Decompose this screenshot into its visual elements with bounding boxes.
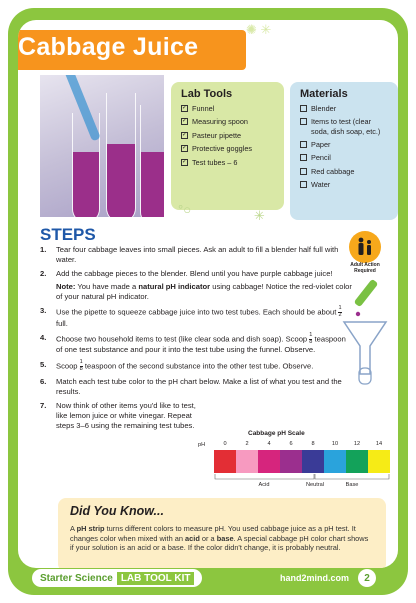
ph-category-row xyxy=(214,482,390,490)
step-3: 3. Use the pipette to squeeze cabbage juice into two test tubes. Each should be about $\frac{1}{2}$ full. xyxy=(40,304,342,328)
ph-tick-label: 10 xyxy=(331,441,339,447)
ph-tick-row xyxy=(214,441,390,449)
lab-tools-heading: Lab Tools xyxy=(181,88,233,100)
materials-heading: Materials xyxy=(300,88,348,100)
step-4: 4. Choose two household items to test (like clear soda and dish soap). Scoop $\frac{1}{8}$ teaspoon of one test substance and pour it into the test tube using the funnel. Observe. xyxy=(40,331,346,355)
material-item: Red cabbage xyxy=(300,167,390,176)
material-item: Pencil xyxy=(300,153,390,162)
ph-color-segment xyxy=(214,450,236,473)
material-item: Water xyxy=(300,180,390,189)
step-5: 5. Scoop $\frac{1}{8}$ teaspoon of the second substance into the other test tube. Observe. xyxy=(40,358,314,372)
did-you-know-heading: Did You Know... xyxy=(70,504,164,518)
ph-category-label: Neutral xyxy=(305,482,325,488)
ph-color-segment xyxy=(346,450,368,473)
checked-box-icon: ✓ xyxy=(182,105,188,111)
ph-color-segment xyxy=(368,450,390,473)
test-tube-image xyxy=(106,93,136,217)
material-item: Paper xyxy=(300,140,390,149)
ph-category-label: Acid xyxy=(258,482,270,488)
ph-color-segment xyxy=(324,450,346,473)
checked-box-icon: ✓ xyxy=(182,131,188,138)
lab-tools-box xyxy=(171,82,284,210)
bubble-decoration-icon: °○ xyxy=(178,202,192,217)
fraction: $\frac{1}{8}$ xyxy=(309,331,313,345)
empty-box-icon xyxy=(300,118,307,125)
fraction: $\frac{1}{8}$ xyxy=(79,358,83,372)
ph-tick-label: 4 xyxy=(267,441,271,447)
sparkle-decoration-icon: ✺ ✳ xyxy=(246,22,272,37)
checked-box-icon: ✓ xyxy=(182,145,188,152)
fraction: $\frac{1}{2}$ xyxy=(338,304,342,318)
empty-box-icon xyxy=(300,141,307,148)
ph-color-segment xyxy=(302,450,324,473)
empty-box-icon xyxy=(300,105,307,112)
ph-range-brackets xyxy=(214,474,390,482)
lab-tool-item: ✓ Funnel xyxy=(182,104,215,113)
empty-box-icon xyxy=(300,168,307,175)
steps-list xyxy=(40,245,352,435)
card xyxy=(8,8,408,595)
ph-axis-label: pH xyxy=(198,442,206,448)
step-7: 7. Now think of other items you'd like to test, like lemon juice or white vinegar. Repeat steps 3–6 using the remaining test tubes. xyxy=(40,400,196,430)
lab-tool-item: ✓ Test tubes – 6 xyxy=(182,157,238,167)
step-1: 1. Tear four cabbage leaves into small pieces. Ask an adult to fill a blender half full with water. xyxy=(40,245,339,264)
materials-box xyxy=(290,82,398,220)
adult-action-icon xyxy=(349,231,381,263)
ph-tick-label: 12 xyxy=(353,441,361,447)
checked-box-icon: ✓ xyxy=(182,158,188,165)
ph-tick-label: 6 xyxy=(289,441,293,447)
brand-url[interactable]: hand2mind.com xyxy=(280,573,350,583)
did-you-know-box xyxy=(58,498,386,568)
test-tube-image xyxy=(140,105,164,217)
ph-color-bar xyxy=(214,450,390,473)
ph-tick-label: 0 xyxy=(223,441,227,447)
test-tubes-photo xyxy=(40,75,164,217)
series-badge: Starter Science LAB TOOL KIT xyxy=(32,569,202,587)
material-item: Blender xyxy=(300,104,390,113)
ph-tick-label: 8 xyxy=(311,441,315,447)
ph-color-segment xyxy=(236,450,258,473)
lab-tool-item: ✓ Protective goggles xyxy=(182,144,253,154)
step-6: 6. Match each test tube color to the pH chart below. Make a list of what you test and the results. xyxy=(40,376,342,396)
lab-tool-item: ✓ Measuring spoon xyxy=(182,117,248,127)
step-2: 2. Add the cabbage pieces to the blender. Blend until you have purple cabbage juice! Note: You have made a natural pH indicator using cabbage! Notice the red-violet color of your natural pH indicator. xyxy=(40,269,352,301)
ph-category-label: Base xyxy=(345,482,359,488)
adult-action-label: Adult Action Required xyxy=(350,262,380,274)
ph-tick-label: 14 xyxy=(375,441,383,447)
ph-color-segment xyxy=(280,450,302,473)
page-title: Cabbage Juice xyxy=(18,33,199,61)
steps-heading: STEPS xyxy=(40,225,96,244)
ph-color-segment xyxy=(258,450,280,473)
card-content xyxy=(18,20,398,568)
ph-scale-title: Cabbage pH Scale xyxy=(248,430,305,437)
empty-box-icon xyxy=(300,154,307,161)
sparkle-decoration-icon: ✳ xyxy=(254,208,265,223)
title-banner xyxy=(18,30,246,70)
page-number: 2 xyxy=(358,569,376,587)
checked-box-icon: ✓ xyxy=(182,118,188,125)
did-you-know-text: A pH strip turns different colors to measure pH. You used cabbage juice as a pH test. It changes color when mixed with an acid or a base. A special cabbage pH color chart shows if your solution is an acid or a base. If the color didn't change, it is probably neutral. xyxy=(70,524,369,553)
lab-tool-item: ✓ Pasteur pipette xyxy=(182,130,242,140)
empty-box-icon xyxy=(300,181,307,188)
ph-tick-label: 2 xyxy=(245,441,249,447)
material-item: Items to test (clear soda, dish soap, etc.) xyxy=(300,117,390,135)
